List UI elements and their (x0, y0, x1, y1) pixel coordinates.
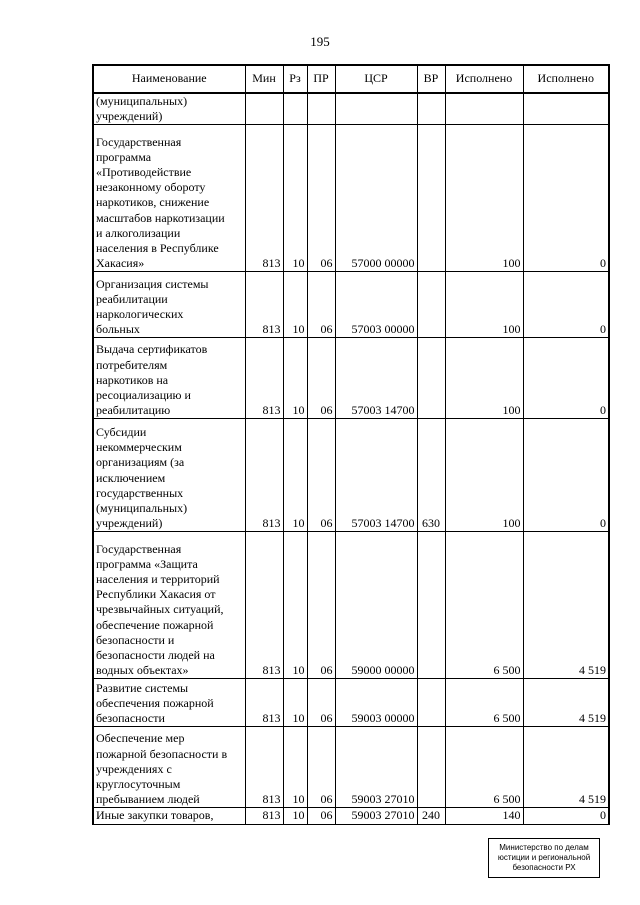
row-executed: 6 500 (445, 727, 523, 808)
row-vr: 630 (417, 419, 445, 532)
row-rz: 10 (283, 808, 307, 824)
stamp-line: юстиции и региональной (497, 853, 591, 862)
row-name: (муниципальных) учреждений) (93, 93, 245, 125)
row-pr: 06 (307, 419, 335, 532)
table-row (93, 93, 609, 125)
table-row (93, 808, 609, 824)
row-vr (417, 727, 445, 808)
row-executed-2: 0 (523, 419, 609, 532)
table-row (93, 419, 609, 532)
column-header-name: Наименование (93, 65, 245, 93)
row-pr: 06 (307, 808, 335, 824)
row-name: Выдача сертификатов потребителям наркотиков на ресоциализацию и реабилитацию (93, 338, 245, 419)
table-row (93, 125, 609, 272)
row-executed-2 (523, 93, 609, 125)
row-vr (417, 679, 445, 727)
row-min: 813 (245, 338, 283, 419)
row-name: Государственная программа «Противодействие незаконному обороту наркотиков, снижение масштабов наркотизации и алкоголизации населения в Республике Хакасия» (93, 125, 245, 272)
column-header-csr: ЦСР (335, 65, 417, 93)
row-executed-2: 4 519 (523, 727, 609, 808)
stamp-line: безопасности РХ (512, 863, 576, 872)
row-pr: 06 (307, 125, 335, 272)
row-name: Иные закупки товаров, (93, 808, 245, 824)
row-rz: 10 (283, 532, 307, 679)
row-executed: 6 500 (445, 679, 523, 727)
row-vr (417, 125, 445, 272)
row-executed-2: 4 519 (523, 679, 609, 727)
row-executed-2: 0 (523, 808, 609, 824)
row-min: 813 (245, 532, 283, 679)
row-min: 813 (245, 272, 283, 338)
row-name: Субсидии некоммерческим организациям (за исключением государственных (муниципальных) учреждений) (93, 419, 245, 532)
row-pr: 06 (307, 679, 335, 727)
row-executed: 100 (445, 338, 523, 419)
row-executed (445, 93, 523, 125)
column-header-min: Мин (245, 65, 283, 93)
row-pr: 06 (307, 532, 335, 679)
row-min: 813 (245, 125, 283, 272)
row-csr (335, 93, 417, 125)
row-min: 813 (245, 808, 283, 824)
row-rz (283, 93, 307, 125)
row-executed-2: 4 519 (523, 532, 609, 679)
row-vr: 240 (417, 808, 445, 824)
row-min: 813 (245, 679, 283, 727)
table-row (93, 679, 609, 727)
row-executed: 100 (445, 272, 523, 338)
row-rz: 10 (283, 679, 307, 727)
column-header-executed-2: Исполнено (523, 65, 609, 93)
row-csr: 57003 14700 (335, 338, 417, 419)
row-csr: 59000 00000 (335, 532, 417, 679)
row-rz: 10 (283, 338, 307, 419)
table-row (93, 532, 609, 679)
column-header-pr: ПР (307, 65, 335, 93)
table-row (93, 272, 609, 338)
row-pr (307, 93, 335, 125)
row-vr (417, 93, 445, 125)
row-csr: 59003 27010 (335, 727, 417, 808)
row-vr (417, 338, 445, 419)
row-csr: 59003 27010 (335, 808, 417, 824)
row-pr: 06 (307, 338, 335, 419)
row-name: Государственная программа «Защита населения и территорий Республики Хакасия от чрезвычайных ситуаций, обеспечение пожарной безопасности и безопасности людей на водных объектах» (93, 532, 245, 679)
row-rz: 10 (283, 419, 307, 532)
row-csr: 59003 00000 (335, 679, 417, 727)
budget-execution-table (92, 64, 610, 825)
row-min: 813 (245, 419, 283, 532)
row-executed: 100 (445, 419, 523, 532)
row-csr: 57000 00000 (335, 125, 417, 272)
row-name: Организация системы реабилитации наркологических больных (93, 272, 245, 338)
row-rz: 10 (283, 727, 307, 808)
row-executed-2: 0 (523, 125, 609, 272)
page-number: 195 (310, 34, 330, 49)
row-rz: 10 (283, 125, 307, 272)
row-name: Обеспечение мер пожарной безопасности в учреждениях с круглосуточным пребыванием людей (93, 727, 245, 808)
row-pr: 06 (307, 272, 335, 338)
column-header-vr: ВР (417, 65, 445, 93)
row-executed-2: 0 (523, 272, 609, 338)
table-row (93, 338, 609, 419)
row-csr: 57003 00000 (335, 272, 417, 338)
row-executed-2: 0 (523, 338, 609, 419)
table-header-row (93, 65, 609, 93)
row-csr: 57003 14700 (335, 419, 417, 532)
row-executed: 140 (445, 808, 523, 824)
row-min (245, 93, 283, 125)
row-vr (417, 272, 445, 338)
column-header-rz: Рз (283, 65, 307, 93)
row-vr (417, 532, 445, 679)
row-min: 813 (245, 727, 283, 808)
ministry-stamp (488, 838, 600, 878)
table-row (93, 727, 609, 808)
column-header-executed: Исполнено (445, 65, 523, 93)
stamp-line: Министерство по делам (499, 843, 589, 852)
row-pr: 06 (307, 727, 335, 808)
row-rz: 10 (283, 272, 307, 338)
row-executed: 6 500 (445, 532, 523, 679)
row-executed: 100 (445, 125, 523, 272)
row-name: Развитие системы обеспечения пожарной безопасности (93, 679, 245, 727)
